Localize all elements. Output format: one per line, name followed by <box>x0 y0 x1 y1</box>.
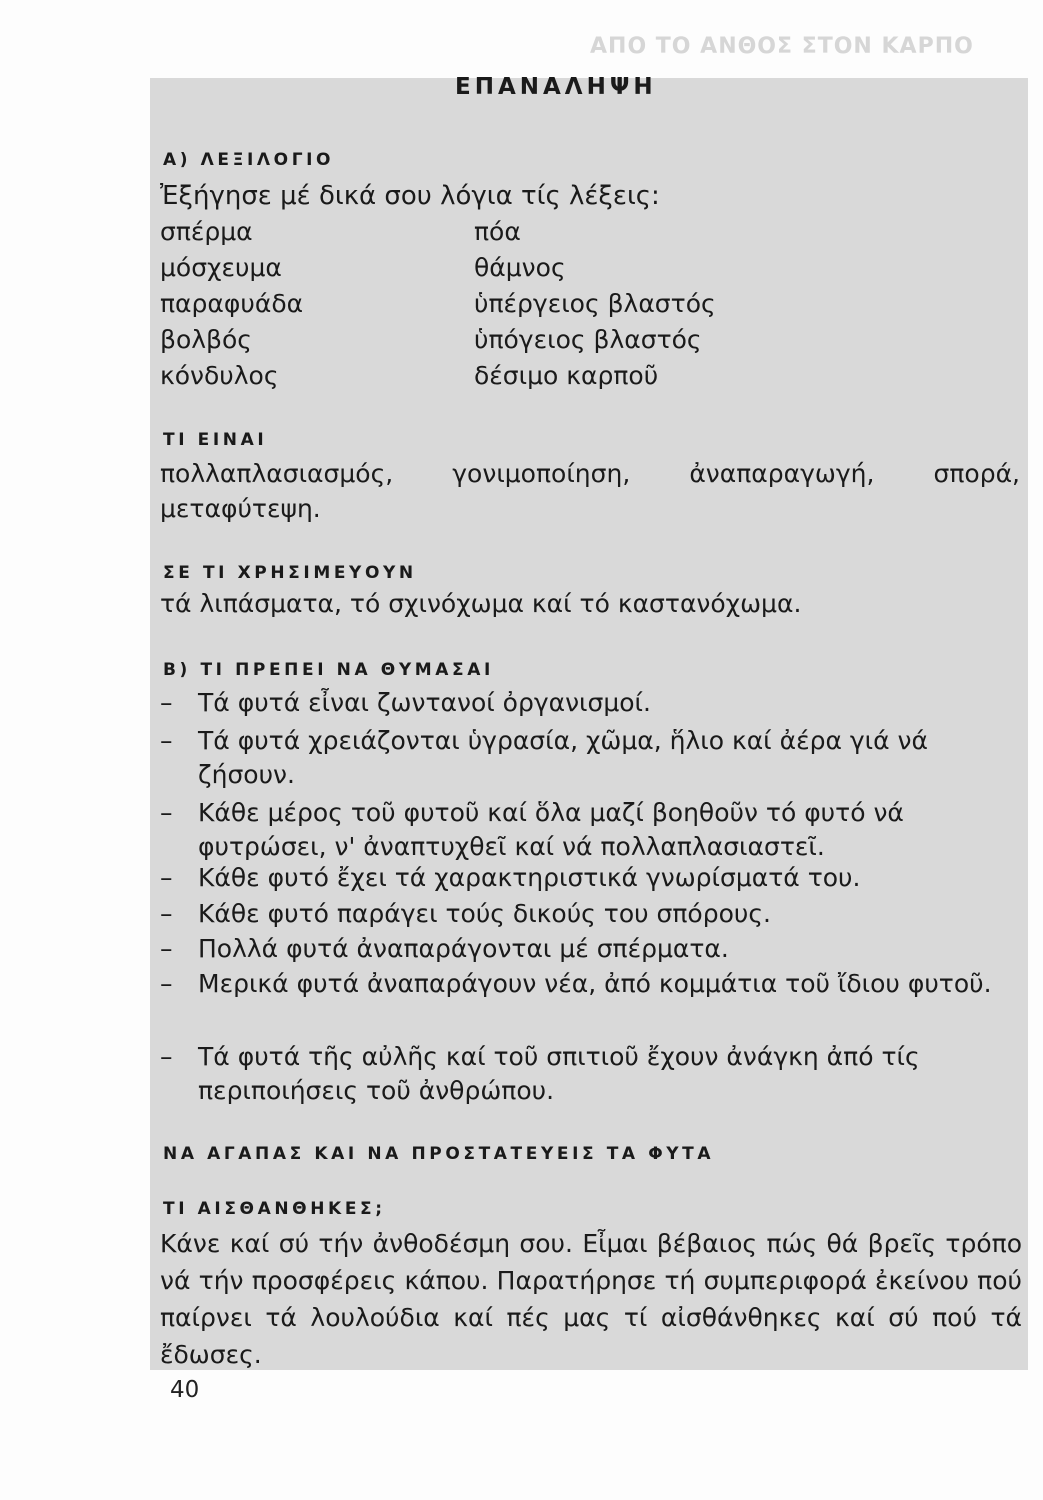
page-number: 40 <box>170 1377 200 1403</box>
list-item-text: Τά φυτά χρειάζονται ὑγρασία, χῶμα, ἥλιο καί ἀέρα γιά νά ζήσουν. <box>198 726 929 789</box>
list-item-text: Κάθε φυτό παράγει τούς δικούς του σπόρους. <box>198 899 771 928</box>
list-item <box>160 967 1020 1001</box>
vocab-word: βολβός <box>160 325 252 354</box>
section-a-heading: Α) ΛΕΞΙΛΟΓΙΟ <box>163 150 335 170</box>
dash-bullet: – <box>160 798 173 827</box>
motto-heading: ΝΑ ΑΓΑΠΑΣ ΚΑΙ ΝΑ ΠΡΟΣΤΑΤΕΥΕΙΣ ΤΑ ΦΥΤΑ <box>163 1144 715 1164</box>
dash-bullet: – <box>160 863 173 892</box>
list-item-text: Κάθε φυτό ἔχει τά χαρακτηριστικά γνωρίσματά του. <box>198 863 861 892</box>
list-item <box>160 686 1020 720</box>
vocab-word: μόσχευμα <box>160 253 282 282</box>
list-item-text: Πολλά φυτά ἀναπαράγονται μέ σπέρματα. <box>198 934 729 963</box>
vocab-word: δέσιμο καρποῦ <box>474 361 659 390</box>
dash-bullet: – <box>160 726 173 755</box>
vocab-word: κόνδυλος <box>160 361 279 390</box>
list-item <box>160 897 1020 931</box>
section-b-heading: Β) ΤΙ ΠΡΕΠΕΙ ΝΑ ΘΥΜΑΣΑΙ <box>163 660 494 680</box>
dash-bullet: – <box>160 1042 173 1071</box>
what-for-heading: ΣΕ ΤΙ ΧΡΗΣΙΜΕΥΟΥΝ <box>163 563 417 583</box>
list-item <box>160 724 1020 792</box>
list-item-text: Τά φυτά εἶναι ζωντανοί ὀργανισμοί. <box>198 688 651 717</box>
vocab-word: παραφυάδα <box>160 289 304 318</box>
what-is-text: πολλαπλασιασμός, γονιμοποίηση, ἀναπαραγωγή, σπορά, μεταφύτεψη. <box>160 459 1020 523</box>
feelings-heading: ΤΙ ΑΙΣΘΑΝΘΗΚΕΣ; <box>163 1199 386 1219</box>
list-item <box>160 796 1020 864</box>
dash-bullet: – <box>160 899 173 928</box>
what-for-text: τά λιπάσματα, τό σχινόχωμα καί τό καστανόχωμα. <box>160 589 802 618</box>
page-title: ΕΠΑΝΑΛΗΨΗ <box>455 74 657 100</box>
list-item <box>160 1040 1020 1108</box>
list-item-text: Μερικά φυτά ἀναπαράγουν νέα, ἀπό κομμάτια τοῦ ἴδιου φυτοῦ. <box>198 969 992 998</box>
list-item <box>160 932 1020 966</box>
bleed-through-heading: ΑΠΟ ΤΟ ΑΝΘΟΣ ΣΤΟΝ ΚΑΡΠΟ <box>590 34 974 58</box>
dash-bullet: – <box>160 688 173 717</box>
what-is-heading: ΤΙ ΕΙΝΑΙ <box>163 430 268 450</box>
list-item-text: Τά φυτά τῆς αὐλῆς καί τοῦ σπιτιοῦ ἔχουν ἀνάγκη ἀπό τίς περιποιήσεις τοῦ ἀνθρώπου. <box>198 1042 920 1105</box>
vocab-word: πόα <box>474 217 521 246</box>
vocab-word: ὑπόγειος βλαστός <box>474 325 702 354</box>
list-item-text: Κάθε μέρος τοῦ φυτοῦ καί ὅλα μαζί βοηθοῦν τό φυτό νά φυτρώσει, ν' ἀναπτυχθεῖ καί νά πολλαπλασιαστεῖ. <box>198 798 904 861</box>
vocab-word: ὑπέργειος βλαστός <box>474 289 716 318</box>
list-item <box>160 861 1020 895</box>
dash-bullet: – <box>160 969 173 998</box>
feelings-text: Κάνε καί σύ τήν ἀνθοδέσμη σου. Εἶμαι βέβαιος πώς θά βρεῖς τρόπο νά τήν προσφέρεις κάπου. Παρατήρησε τή συμπεριφορά ἐκείνου πού παίρνει τά λουλούδια καί πές μας τί αἰσθάνθηκες καί σύ πού τά ἔδωσες. <box>160 1229 1022 1369</box>
vocabulary-instruction: Ἐξήγησε μέ δικά σου λόγια τίς λέξεις: <box>160 181 660 211</box>
vocab-word: θάμνος <box>474 253 566 282</box>
dash-bullet: – <box>160 934 173 963</box>
vocab-word: σπέρμα <box>160 217 253 246</box>
